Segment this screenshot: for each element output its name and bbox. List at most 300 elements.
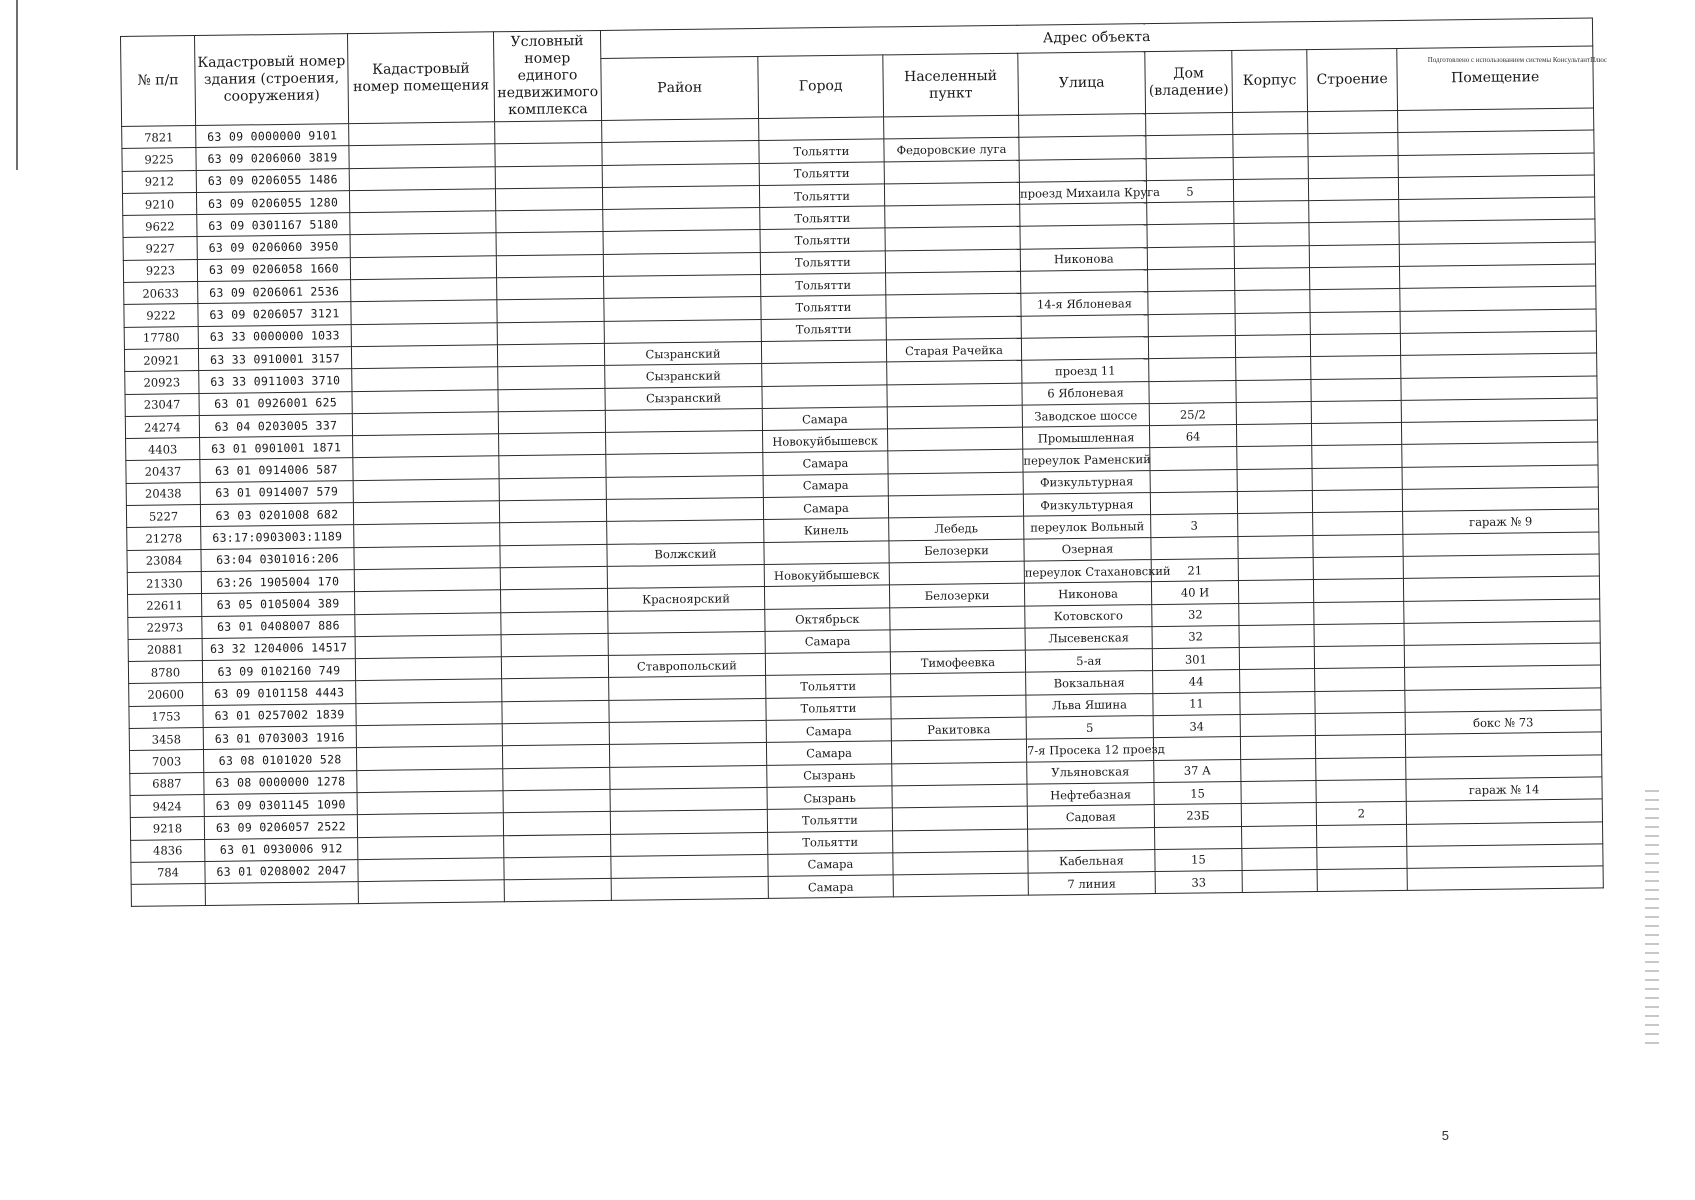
cell-district	[606, 475, 763, 499]
cell-district	[611, 877, 768, 901]
cell-complex-num	[500, 522, 607, 546]
cell-street	[1021, 314, 1148, 338]
cell-city: Тольятти	[759, 139, 884, 163]
cell-city: Тольятти	[760, 251, 885, 275]
cell-room	[1398, 175, 1594, 200]
cell-street: Кабельная	[1028, 849, 1155, 873]
cell-house: 15	[1155, 848, 1242, 871]
cell-house: 5	[1146, 179, 1233, 202]
cell-street: 14-я Яблоневая	[1021, 292, 1148, 316]
cell-settlement	[891, 695, 1026, 719]
cell-house: 33	[1155, 871, 1242, 894]
col-header-corpus: Корпус	[1232, 50, 1308, 113]
cell-house: 32	[1152, 625, 1239, 648]
cell-settlement	[884, 160, 1019, 184]
cell-building	[1308, 110, 1398, 133]
cell-building	[1311, 400, 1401, 423]
cell-num	[131, 884, 205, 907]
cell-city	[762, 362, 887, 386]
cell-city: Тольятти	[759, 162, 884, 186]
cell-complex-num	[502, 722, 609, 746]
cell-settlement	[892, 784, 1027, 808]
cell-complex-num	[500, 589, 607, 613]
cell-room	[1399, 197, 1595, 222]
cell-building	[1314, 623, 1404, 646]
cell-city: Самара	[768, 875, 893, 899]
cell-settlement	[887, 383, 1022, 407]
cell-complex-num	[496, 254, 603, 278]
cell-num: 21330	[127, 571, 201, 594]
col-header-house: Дом (владение)	[1145, 51, 1233, 114]
cell-house: 301	[1152, 648, 1239, 671]
cell-complex-num	[500, 544, 607, 568]
cell-street	[1028, 827, 1155, 851]
cell-room-cad	[355, 590, 501, 614]
cell-street: Нефтебазная	[1027, 782, 1154, 806]
cell-building-cad: 63 09 0206060 3950	[197, 235, 350, 259]
cell-room-cad	[354, 568, 500, 592]
cell-settlement: Тимофеевка	[890, 650, 1025, 674]
cell-district	[604, 319, 761, 343]
cell-room	[1403, 532, 1599, 557]
cell-num: 4836	[131, 839, 205, 862]
cell-room	[1403, 576, 1599, 601]
cell-room	[1404, 621, 1600, 646]
cell-building-cad: 63 05 0105004 389	[202, 592, 355, 616]
cell-corpus	[1236, 357, 1311, 380]
cell-complex-num	[501, 633, 608, 657]
cell-street: переулок Вольный	[1024, 515, 1151, 539]
cell-street: Льва Яшина	[1026, 693, 1153, 717]
cell-building	[1316, 757, 1406, 780]
cell-num: 9424	[130, 794, 204, 817]
cell-building: 2	[1316, 802, 1406, 825]
cell-complex-num	[496, 232, 603, 256]
cell-corpus	[1241, 780, 1316, 803]
cell-street	[1019, 158, 1146, 182]
col-header-settlement: Населенный пункт	[883, 53, 1019, 117]
cell-room-cad	[351, 345, 497, 369]
cell-room	[1404, 598, 1600, 623]
cell-corpus	[1235, 312, 1310, 335]
cell-room	[1404, 643, 1600, 668]
cell-street: Физкультурная	[1023, 470, 1150, 494]
cell-num: 22973	[128, 616, 202, 639]
col-header-complex-num: Условный номер единого недвижимого комплекса	[493, 30, 601, 121]
cell-complex-num	[503, 767, 610, 791]
cell-num: 1753	[129, 705, 203, 728]
cell-district	[604, 297, 761, 321]
cell-complex-num	[499, 477, 606, 501]
cell-complex-num	[501, 611, 608, 635]
cell-corpus	[1234, 223, 1309, 246]
cell-num: 9227	[123, 237, 197, 260]
cell-complex-num	[502, 745, 609, 769]
cell-city	[761, 340, 886, 364]
cell-corpus	[1239, 602, 1314, 625]
cell-house	[1148, 313, 1235, 336]
cell-building	[1311, 423, 1401, 446]
cell-building	[1311, 356, 1401, 379]
cell-corpus	[1236, 379, 1311, 402]
cell-building-cad: 63 33 0911003 3710	[199, 369, 352, 393]
scan-margin-marks	[1645, 790, 1659, 1050]
cell-building-cad: 63 09 0206058 1660	[197, 257, 350, 281]
cell-room-cad	[353, 501, 499, 525]
cell-room-cad	[349, 122, 495, 146]
cell-street: Садовая	[1027, 805, 1154, 829]
cell-complex-num	[496, 210, 603, 234]
cell-settlement	[885, 204, 1020, 228]
cell-settlement	[893, 873, 1028, 897]
cell-building-cad	[205, 882, 358, 906]
cell-city: Октябрьск	[765, 607, 890, 631]
cell-room	[1398, 130, 1594, 155]
cell-house	[1150, 492, 1237, 515]
cell-settlement	[892, 762, 1027, 786]
cell-num: 8780	[128, 661, 202, 684]
scan-edge-line	[16, 0, 18, 170]
cell-settlement	[893, 851, 1028, 875]
cell-corpus	[1240, 669, 1315, 692]
cell-room-cad	[349, 189, 495, 213]
cell-corpus	[1242, 825, 1317, 848]
cell-room	[1401, 376, 1597, 401]
cell-num: 9225	[122, 148, 196, 171]
cell-complex-num	[498, 366, 605, 390]
cell-building	[1310, 311, 1400, 334]
cell-settlement	[892, 806, 1027, 830]
cell-settlement	[887, 427, 1022, 451]
cell-settlement: Федоровские луга	[884, 138, 1019, 162]
cell-complex-num	[497, 277, 604, 301]
cell-building	[1315, 712, 1405, 735]
cell-corpus	[1240, 691, 1315, 714]
cell-room: гараж № 9	[1403, 509, 1599, 534]
cell-district	[608, 609, 765, 633]
cell-corpus	[1242, 847, 1317, 870]
cell-num: 9210	[122, 192, 196, 215]
cell-district	[602, 141, 759, 165]
cell-district	[610, 787, 767, 811]
cell-district: Сызранский	[604, 341, 761, 365]
cell-house	[1147, 202, 1234, 225]
cell-settlement	[893, 829, 1028, 853]
cell-room-cad	[353, 479, 499, 503]
cell-room-cad	[356, 746, 502, 770]
cell-building	[1309, 222, 1399, 245]
cell-num: 9223	[123, 259, 197, 282]
cell-building	[1310, 267, 1400, 290]
cell-building	[1316, 779, 1406, 802]
cell-num: 20437	[126, 460, 200, 483]
cell-street: Ульяновская	[1027, 760, 1154, 784]
col-header-room-cad: Кадастровый номер помещения	[347, 32, 494, 124]
cell-building-cad: 63 04 0203005 337	[199, 413, 352, 437]
cell-building	[1310, 289, 1400, 312]
cell-settlement	[886, 271, 1021, 295]
registry-table	[120, 17, 1604, 907]
col-header-building: Строение	[1307, 48, 1398, 111]
cell-building-cad: 63 33 0910001 3157	[198, 347, 351, 371]
cell-district	[604, 275, 761, 299]
cell-room: гараж № 14	[1406, 777, 1602, 802]
cell-settlement	[889, 561, 1024, 585]
cell-district	[610, 810, 767, 834]
cell-room	[1406, 799, 1602, 824]
cell-building-cad: 63 01 0930006 912	[205, 837, 358, 861]
cell-street	[1021, 270, 1148, 294]
cell-num: 9218	[130, 817, 204, 840]
cell-settlement	[885, 249, 1020, 273]
cell-house	[1155, 826, 1242, 849]
cell-city: Тольятти	[767, 808, 892, 832]
cell-city: Самара	[765, 630, 890, 654]
cell-room	[1407, 866, 1603, 891]
cell-building	[1308, 155, 1398, 178]
cell-complex-num	[504, 834, 611, 858]
cell-city	[764, 541, 889, 565]
cell-building	[1315, 690, 1405, 713]
cell-room: бокс № 73	[1405, 710, 1601, 735]
cell-building-cad: 63 01 0208002 2047	[205, 859, 358, 883]
cell-street: Промышленная	[1022, 426, 1149, 450]
cell-building	[1309, 244, 1399, 267]
cell-corpus	[1240, 736, 1315, 759]
cell-corpus	[1242, 870, 1317, 893]
cell-room	[1401, 420, 1597, 445]
cell-room	[1407, 821, 1603, 846]
cell-num: 20633	[124, 282, 198, 305]
cell-room-cad	[351, 278, 497, 302]
cell-room	[1401, 353, 1597, 378]
cell-house	[1148, 335, 1235, 358]
cell-street: Котовского	[1025, 604, 1152, 628]
cell-corpus	[1239, 647, 1314, 670]
cell-settlement	[885, 227, 1020, 251]
cell-house: 40 И	[1151, 581, 1238, 604]
cell-street: 7-я Просека 12 проезд	[1026, 738, 1153, 762]
cell-building-cad: 63 03 0201008 682	[200, 503, 353, 527]
cell-district: Сызранский	[605, 386, 762, 410]
cell-complex-num	[499, 499, 606, 523]
cell-city	[759, 117, 884, 141]
cell-room-cad	[353, 434, 499, 458]
cell-city: Новокуйбышевск	[764, 563, 889, 587]
cell-corpus	[1233, 156, 1308, 179]
cell-num: 20921	[124, 349, 198, 372]
cell-corpus	[1236, 424, 1311, 447]
cell-city: Самара	[762, 407, 887, 431]
cell-corpus	[1233, 112, 1308, 135]
cell-city	[762, 384, 887, 408]
cell-complex-num	[497, 343, 604, 367]
cell-num: 21278	[127, 527, 201, 550]
cell-num: 23047	[125, 393, 199, 416]
cell-city: Тольятти	[761, 273, 886, 297]
cell-num: 17780	[124, 326, 198, 349]
cell-district	[605, 408, 762, 432]
page-number: 5	[1441, 1128, 1449, 1143]
cell-complex-num	[498, 410, 605, 434]
cell-building-cad: 63 01 0257002 1839	[203, 703, 356, 727]
cell-corpus	[1236, 401, 1311, 424]
cell-street: переулок Раменский	[1023, 448, 1150, 472]
cell-building-cad: 63 09 0206061 2536	[198, 280, 351, 304]
cell-room	[1405, 732, 1601, 757]
cell-street: 6 Яблоневая	[1022, 381, 1149, 405]
cell-district	[609, 676, 766, 700]
cell-corpus	[1238, 513, 1313, 536]
cell-street: проезд 11	[1022, 359, 1149, 383]
cell-complex-num	[497, 299, 604, 323]
cell-corpus	[1238, 557, 1313, 580]
cell-room-cad	[354, 545, 500, 569]
cell-street: Никонова	[1020, 247, 1147, 271]
cell-street: Вокзальная	[1026, 671, 1153, 695]
cell-street	[1020, 203, 1147, 227]
cell-district	[603, 252, 760, 276]
cell-settlement	[891, 673, 1026, 697]
cell-room	[1399, 264, 1595, 289]
cell-num: 23084	[127, 549, 201, 572]
cell-district	[606, 431, 763, 455]
cell-street	[1019, 136, 1146, 160]
cell-corpus	[1233, 134, 1308, 157]
cell-street: Озерная	[1024, 537, 1151, 561]
cell-street: переулок Стахановский	[1024, 560, 1151, 584]
cell-district	[603, 208, 760, 232]
cell-corpus	[1241, 803, 1316, 826]
cell-district	[609, 698, 766, 722]
cell-building	[1313, 579, 1403, 602]
col-header-num: № п/п	[121, 36, 196, 127]
cell-city	[764, 585, 889, 609]
cell-district	[611, 854, 768, 878]
cell-room	[1400, 309, 1596, 334]
cell-room	[1401, 398, 1597, 423]
cell-room-cad	[351, 300, 497, 324]
cell-settlement	[890, 628, 1025, 652]
cell-district	[610, 765, 767, 789]
cell-room	[1398, 108, 1594, 133]
col-header-building-cad: Кадастровый номер здания (строения, сооружения)	[195, 34, 349, 126]
cell-num: 6887	[130, 772, 204, 795]
cell-city: Тольятти	[759, 184, 884, 208]
cell-room-cad	[355, 657, 501, 681]
cell-building-cad: 63 01 0408007 886	[202, 614, 355, 638]
cell-street: проезд Михаила Круга	[1019, 181, 1146, 205]
cell-building-cad: 63 09 0206055 1486	[196, 168, 349, 192]
cell-building	[1312, 467, 1402, 490]
cell-district	[611, 832, 768, 856]
cell-num: 5227	[126, 505, 200, 528]
cell-building	[1317, 824, 1407, 847]
cell-num: 24274	[125, 415, 199, 438]
cell-house: 25/2	[1149, 402, 1236, 425]
cell-room-cad	[352, 389, 498, 413]
cell-settlement	[888, 450, 1023, 474]
cell-building-cad: 63 09 0206055 1280	[196, 191, 349, 215]
cell-num: 20923	[125, 371, 199, 394]
cell-city: Самара	[763, 451, 888, 475]
cell-room	[1398, 153, 1594, 178]
cell-street: Физкультурная	[1023, 493, 1150, 517]
cell-city: Самара	[768, 853, 893, 877]
cell-house	[1147, 246, 1234, 269]
cell-house	[1149, 358, 1236, 381]
cell-building-cad: 63:26 1905004 170	[201, 570, 354, 594]
cell-street	[1020, 225, 1147, 249]
cell-street: 7 линия	[1028, 872, 1155, 896]
cell-building	[1309, 200, 1399, 223]
cell-num: 20600	[129, 683, 203, 706]
cell-room	[1402, 487, 1598, 512]
cell-building	[1312, 489, 1402, 512]
cell-building-cad: 63 01 0914007 579	[200, 480, 353, 504]
cell-num: 4403	[126, 438, 200, 461]
cell-street: 5	[1026, 716, 1153, 740]
cell-corpus	[1238, 580, 1313, 603]
cell-building	[1308, 133, 1398, 156]
cell-city: Тольятти	[761, 295, 886, 319]
cell-room-cad	[350, 211, 496, 235]
cell-building-cad: 63 01 0703003 1916	[203, 726, 356, 750]
cell-room-cad	[358, 858, 504, 882]
cell-room	[1403, 554, 1599, 579]
cell-house: 32	[1152, 603, 1239, 626]
col-header-address-group: Адрес объекта	[600, 18, 1592, 58]
cell-building-cad: 63 32 1204006 14517	[202, 636, 355, 660]
cell-house	[1150, 447, 1237, 470]
cell-room-cad	[355, 635, 501, 659]
cell-corpus	[1233, 178, 1308, 201]
cell-corpus	[1234, 201, 1309, 224]
cell-settlement: Белозерки	[889, 539, 1024, 563]
cell-complex-num	[504, 856, 611, 880]
cell-settlement	[888, 472, 1023, 496]
cell-corpus	[1235, 335, 1310, 358]
cell-num: 7003	[129, 750, 203, 773]
cell-room-cad	[357, 813, 503, 837]
cell-room-cad	[351, 322, 497, 346]
cell-room	[1399, 219, 1595, 244]
col-header-city: Город	[758, 55, 884, 119]
cell-district	[602, 118, 759, 142]
cell-district: Ставропольский	[608, 654, 765, 678]
cell-building-cad: 63 09 0102160 749	[202, 659, 355, 683]
cell-corpus	[1235, 268, 1310, 291]
cell-building-cad: 63 09 0101158 4443	[203, 681, 356, 705]
cell-room-cad	[355, 612, 501, 636]
cell-settlement	[886, 316, 1021, 340]
cell-settlement: Белозерки	[889, 583, 1024, 607]
cell-room-cad	[357, 768, 503, 792]
cell-room	[1399, 242, 1595, 267]
cell-district	[609, 743, 766, 767]
cell-district	[607, 564, 764, 588]
cell-city	[765, 652, 890, 676]
cell-district	[607, 520, 764, 544]
cell-house: 64	[1149, 425, 1236, 448]
cell-num: 3458	[129, 728, 203, 751]
col-header-street: Улица	[1018, 52, 1146, 116]
cell-street: 5-ая	[1025, 649, 1152, 673]
cell-building-cad: 63:04 0301016:206	[201, 547, 354, 571]
cell-corpus	[1240, 714, 1315, 737]
cell-room	[1400, 286, 1596, 311]
cell-house: 37 А	[1154, 759, 1241, 782]
